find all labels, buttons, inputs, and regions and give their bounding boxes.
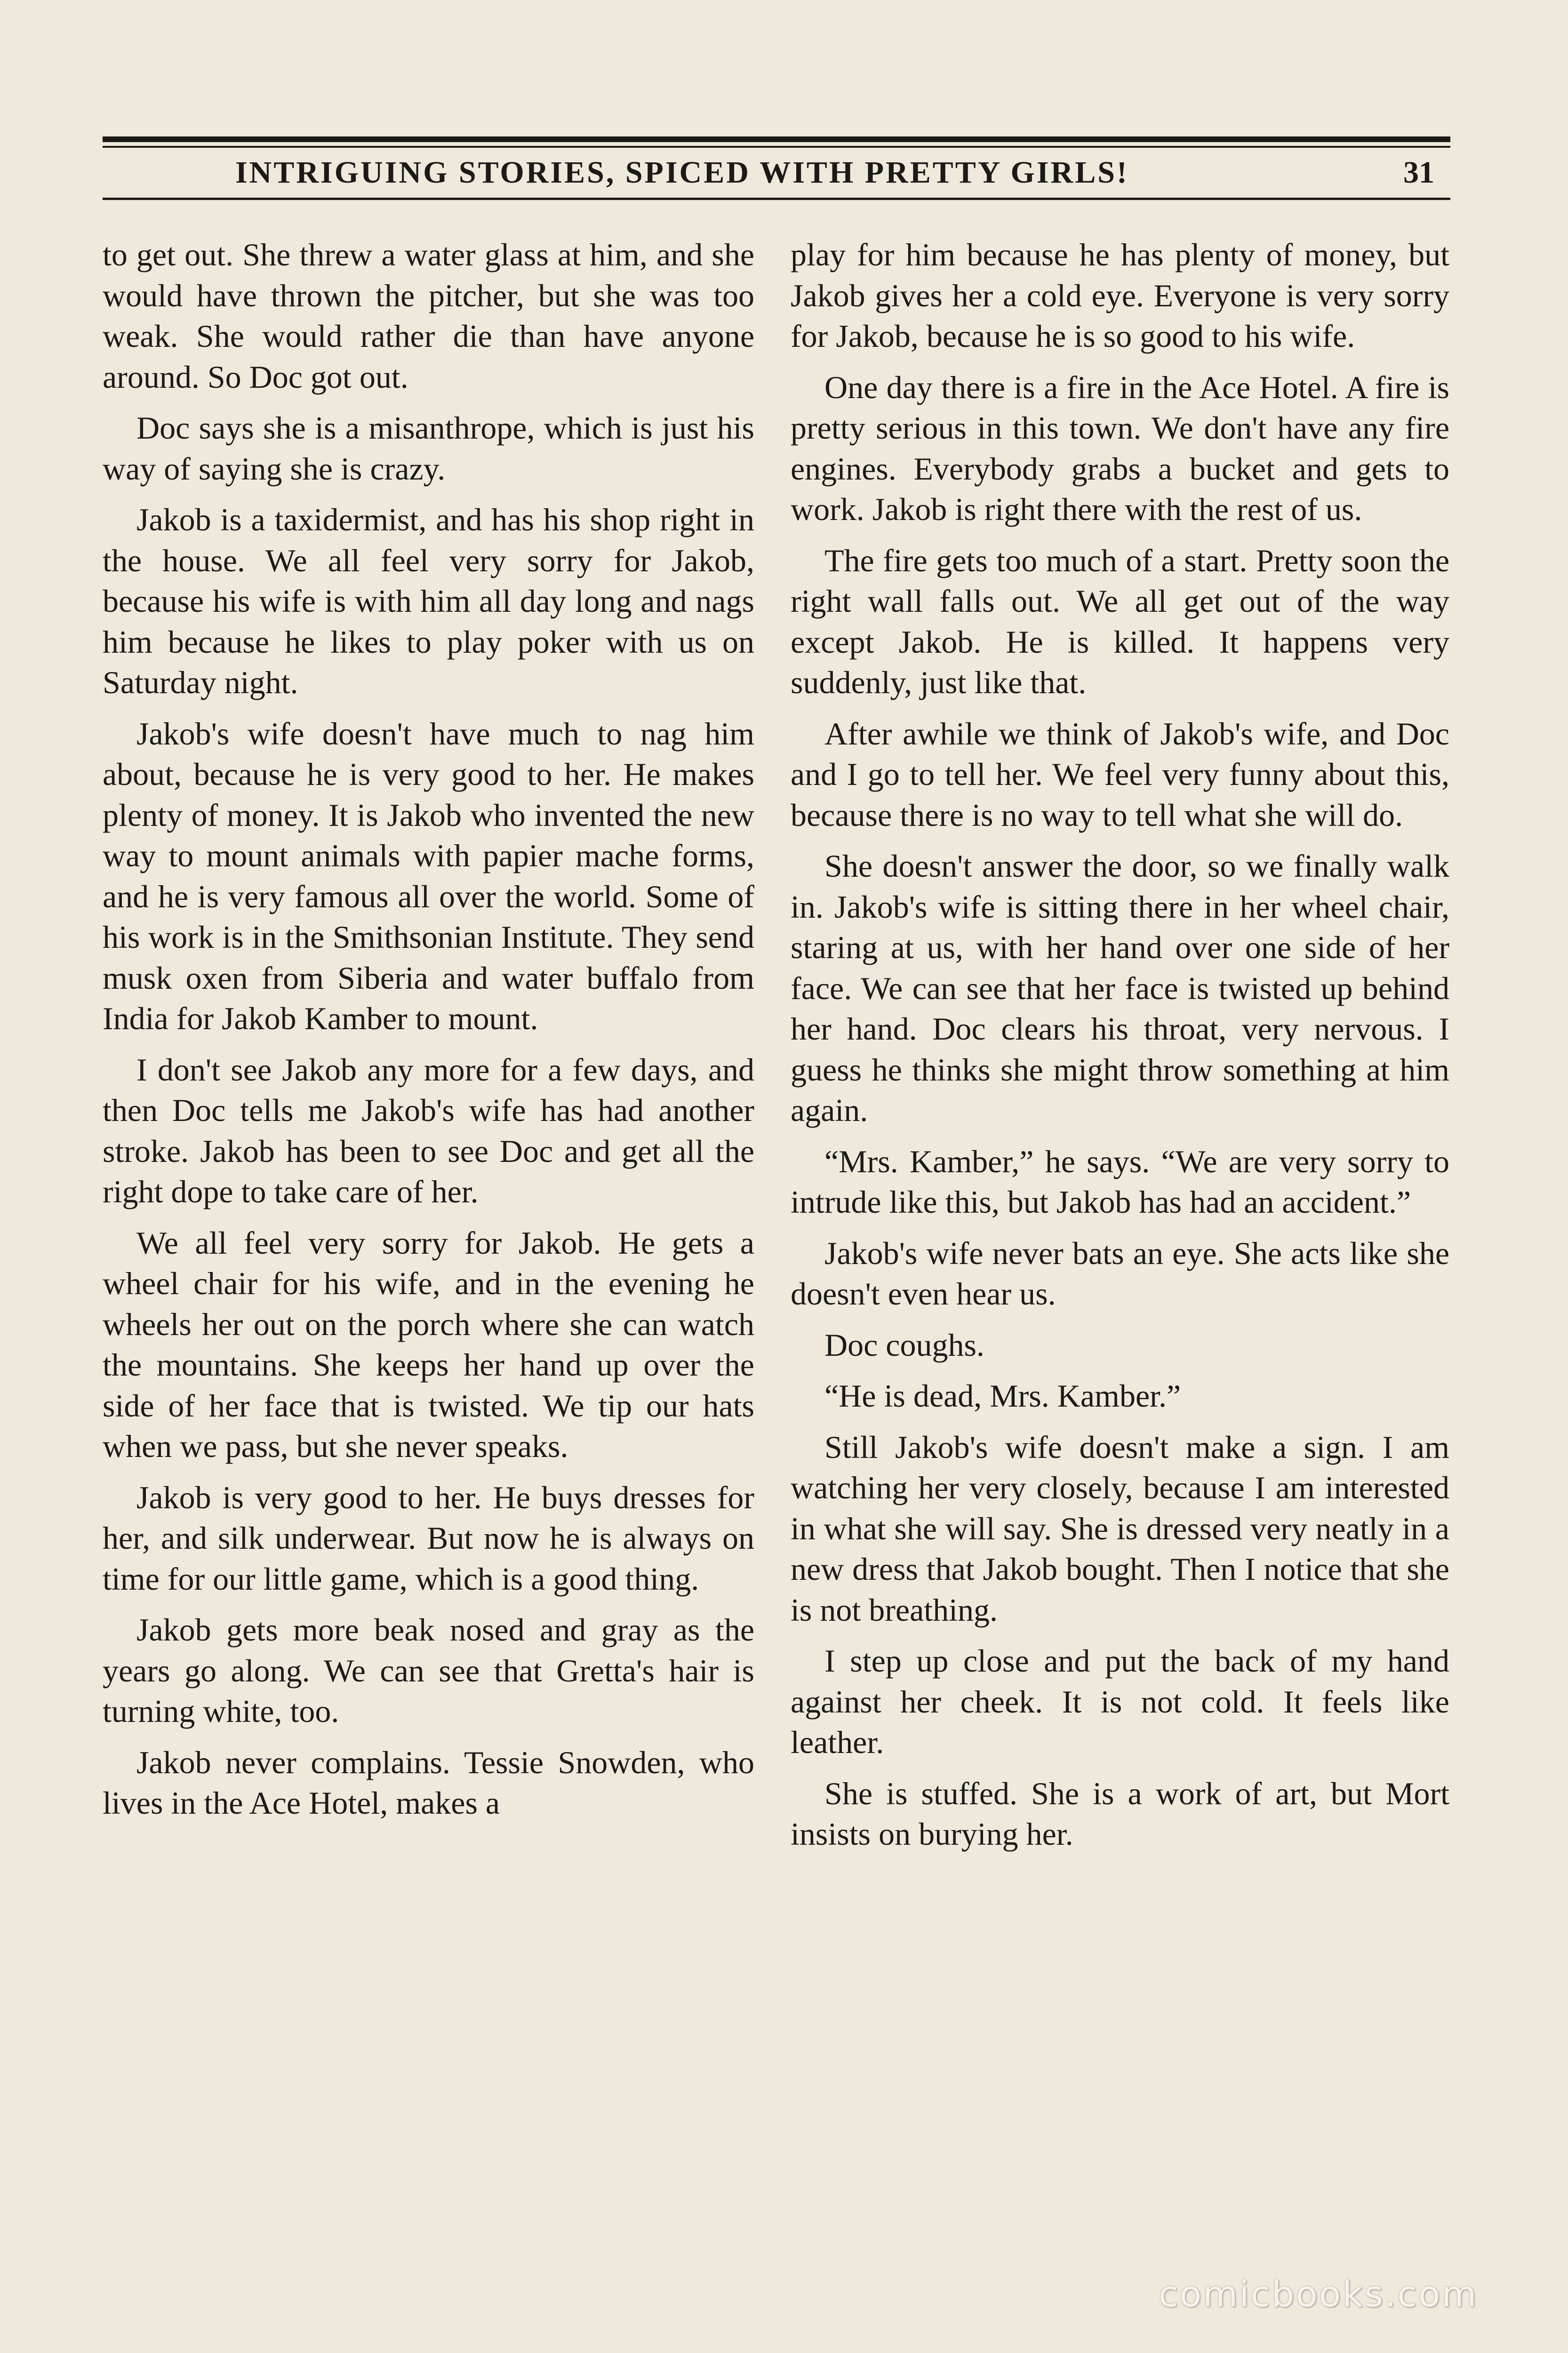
header-rule-thin: [103, 146, 1450, 148]
paragraph: She doesn't answer the door, so we finally walk in. Jakob's wife is sitting there in her wheel chair, staring at us, with her hand over one side of her face. We can see that her face is twisted up behind her hand. Doc clears his throat, very nervous. I guess he thinks she might throw something at him again.: [791, 848, 1449, 1128]
running-title: INTRIGUING STORIES, SPICED WITH PRETTY GIRLS!: [235, 155, 1129, 190]
paragraph: “Mrs. Kamber,” he says. “We are very sorry to intrude like this, but Jakob has had an accident.”: [791, 1143, 1449, 1220]
paragraph: to get out. She threw a water glass at him, and she would have thrown the pitcher, but she was too weak. She would rather die than have anyone around. So Doc got out.: [103, 237, 754, 395]
watermark: comicbooks.com: [1159, 2273, 1478, 2315]
paragraph: Doc says she is a misanthrope, which is just his way of saying she is crazy.: [103, 410, 754, 487]
paragraph: Doc coughs.: [824, 1327, 984, 1363]
paragraph: “He is dead, Mrs. Kamber.”: [824, 1378, 1181, 1414]
page-number: 31: [1403, 155, 1434, 190]
paragraph: Still Jakob's wife doesn't make a sign. I am watching her very closely, because I am interested in what she will say. She is dressed very neatly in a new dress that Jakob bought. Then I notice that she is not breathing.: [791, 1429, 1449, 1628]
paragraph: Jakob never complains. Tessie Snowden, who lives in the Ace Hotel, makes a: [103, 1744, 754, 1821]
paragraph: We all feel very sorry for Jakob. He gets a wheel chair for his wife, and in the evening he wheels her out on the porch where she can watch the mountains. She keeps her hand up over the side of her face that is twisted. We tip our hats when we pass, but she never speaks.: [103, 1225, 754, 1464]
paragraph: Jakob's wife never bats an eye. She acts like she doesn't even hear us.: [791, 1235, 1449, 1312]
right-column: [791, 234, 1449, 1865]
left-column: [103, 234, 754, 1834]
paragraph: After awhile we think of Jakob's wife, and Doc and I go to tell her. We feel very funny about this, because there is no way to tell what she will do.: [791, 715, 1449, 833]
paragraph: Jakob is very good to her. He buys dresses for her, and silk underwear. But now he is always on time for our little game, which is a good thing.: [103, 1479, 754, 1597]
paragraph: One day there is a fire in the Ace Hotel. A fire is pretty serious in this town. We don't have any fire engines. Everybody grabs a bucket and gets to work. Jakob is right there with the rest of us.: [791, 369, 1449, 527]
paragraph: I don't see Jakob any more for a few days, and then Doc tells me Jakob's wife has had another stroke. Jakob has been to see Doc and get all the right dope to take care of her.: [103, 1051, 754, 1209]
paragraph: The fire gets too much of a start. Pretty soon the right wall falls out. We all get out of the way except Jakob. He is killed. It happens very suddenly, just like that.: [791, 542, 1449, 700]
paragraph: I step up close and put the back of my hand against her cheek. It is not cold. It feels like leather.: [791, 1643, 1449, 1760]
header-rule-thick: [103, 136, 1450, 142]
paragraph: Jakob's wife doesn't have much to nag him about, because he is very good to her. He makes plenty of money. It is Jakob who invented the new way to mount animals with papier mache forms, and he is very famous all over the world. Some of his work is in the Smithsonian Institute. They send musk oxen from Siberia and water buffalo from India for Jakob Kamber to mount.: [103, 715, 754, 1036]
paragraph: play for him because he has plenty of money, but Jakob gives her a cold eye. Everyone is very sorry for Jakob, because he is so good to his wife.: [791, 237, 1449, 354]
header-rule-bottom: [103, 198, 1450, 200]
paragraph: Jakob is a taxidermist, and has his shop right in the house. We all feel very sorry for Jakob, because his wife is with him all day long and nags him because he likes to play poker with us on Saturday night.: [103, 502, 754, 700]
paragraph: Jakob gets more beak nosed and gray as the years go along. We can see that Gretta's hair is turning white, too.: [103, 1612, 754, 1729]
paragraph: She is stuffed. She is a work of art, but Mort insists on burying her.: [791, 1775, 1449, 1852]
